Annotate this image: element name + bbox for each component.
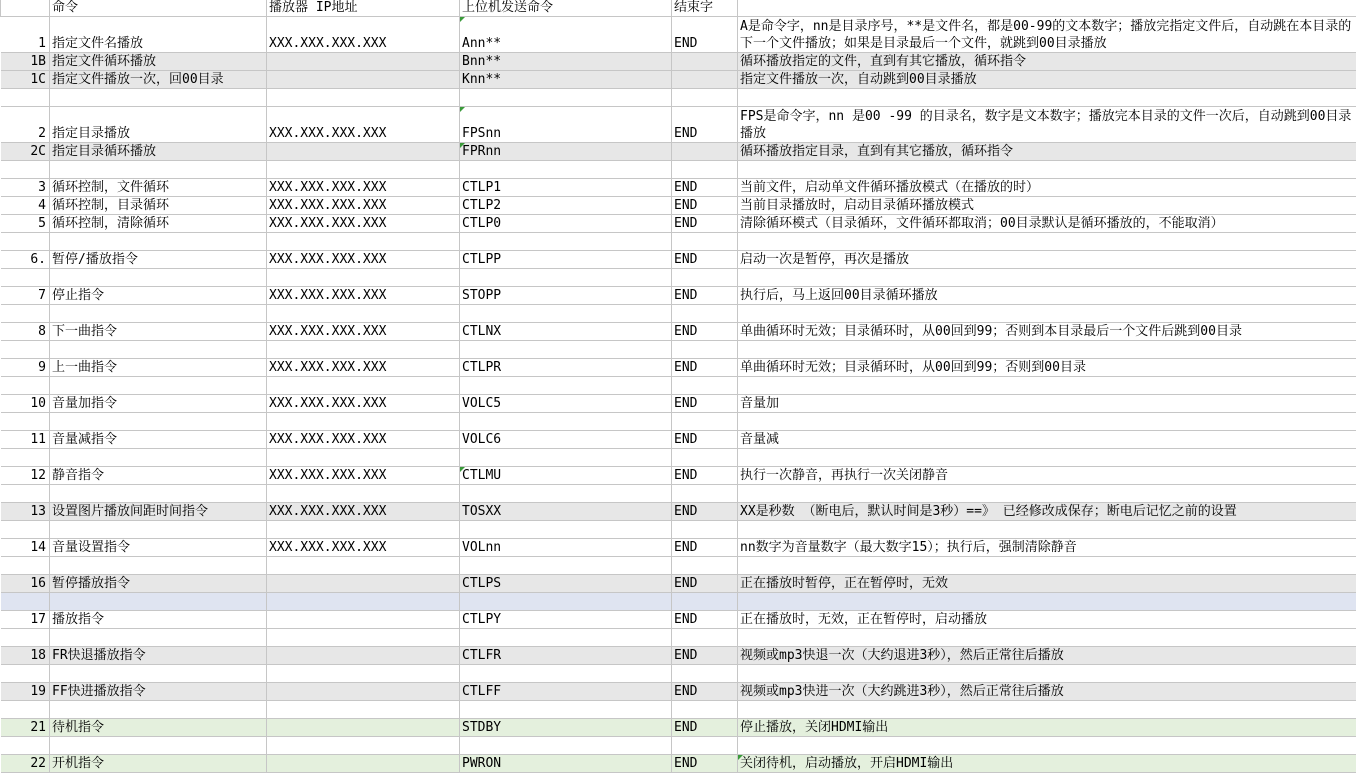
cell-index[interactable]: 2C [1, 143, 50, 161]
spacer-row [1, 557, 1356, 575]
cell-send-command[interactable]: CTLPY [460, 611, 672, 629]
cell-ip[interactable]: XXX.XXX.XXX.XXX [267, 17, 460, 53]
cell-ip[interactable] [267, 341, 460, 359]
cell-send-command[interactable]: PWRON [460, 755, 672, 773]
cell-index[interactable]: 9 [1, 359, 50, 377]
cell-index[interactable]: 6. [1, 251, 50, 269]
cell-end-word[interactable]: END [672, 107, 738, 143]
cell-description[interactable]: 当前目录播放时，启动目录循环播放模式 [738, 197, 1356, 215]
cell-index[interactable] [1, 305, 50, 323]
cell-description[interactable] [738, 521, 1356, 539]
cell-ip[interactable]: XXX.XXX.XXX.XXX [267, 395, 460, 413]
cell-end-word[interactable] [672, 521, 738, 539]
cell-index[interactable]: 3 [1, 179, 50, 197]
cell-ip[interactable]: XXX.XXX.XXX.XXX [267, 215, 460, 233]
cell-description[interactable]: 启动一次是暂停，再次是播放 [738, 251, 1356, 269]
cell-description[interactable]: 停止播放，关闭HDMI输出 [738, 719, 1356, 737]
cell-index[interactable]: 19 [1, 683, 50, 701]
spacer-row [1, 629, 1356, 647]
cell-command[interactable]: 上一曲指令 [50, 359, 267, 377]
cell-send-command[interactable]: CTLP0 [460, 215, 672, 233]
cell-command[interactable] [50, 629, 267, 647]
cell-send-command[interactable]: CTLNX [460, 323, 672, 341]
cell-end-word[interactable] [672, 161, 738, 179]
table-row [1, 71, 1356, 89]
cell-send-command[interactable] [460, 737, 672, 755]
cell-description[interactable] [738, 89, 1356, 107]
spacer-row [1, 485, 1356, 503]
cell-ip[interactable] [267, 71, 460, 89]
cell-index[interactable] [1, 557, 50, 575]
table-row [1, 179, 1356, 197]
cell-description[interactable]: XX是秒数 （断电后，默认时间是3秒）==》 已经修改成保存；断电后记忆之前的设置 [738, 503, 1356, 521]
cell-command[interactable] [50, 269, 267, 287]
table-row [1, 215, 1356, 233]
table-row [1, 53, 1356, 71]
table-row [1, 197, 1356, 215]
cell-end-word[interactable]: END [672, 251, 738, 269]
cell-index[interactable] [1, 269, 50, 287]
cell-end-word[interactable]: END [672, 611, 738, 629]
header-cell-end-word[interactable]: 结束字 [672, 0, 738, 17]
cell-ip[interactable] [267, 53, 460, 71]
table-row [1, 251, 1356, 269]
cell-send-command[interactable]: CTLPS [460, 575, 672, 593]
cell-send-command[interactable] [460, 593, 672, 611]
cell-index[interactable]: 2 [1, 107, 50, 143]
spacer-row [1, 377, 1356, 395]
cell-description[interactable]: 音量加 [738, 395, 1356, 413]
cell-description[interactable]: 循环播放指定目录，直到有其它播放，循环指令 [738, 143, 1356, 161]
cell-command[interactable]: 音量加指令 [50, 395, 267, 413]
cell-index[interactable]: 7 [1, 287, 50, 305]
cell-ip[interactable]: XXX.XXX.XXX.XXX [267, 359, 460, 377]
cell-index[interactable]: 10 [1, 395, 50, 413]
cell-send-command[interactable]: CTLFF [460, 683, 672, 701]
cell-end-word[interactable] [672, 233, 738, 251]
cell-send-command[interactable]: FPRnn [460, 143, 672, 161]
cell-ip[interactable] [267, 665, 460, 683]
header-cell-index[interactable] [1, 0, 50, 17]
cell-send-command[interactable]: Bnn** [460, 53, 672, 71]
cell-command[interactable] [50, 701, 267, 719]
cell-description[interactable] [738, 737, 1356, 755]
cell-end-word[interactable]: END [672, 17, 738, 53]
cell-description[interactable] [738, 161, 1356, 179]
cell-ip[interactable] [267, 161, 460, 179]
cell-end-word[interactable] [672, 71, 738, 89]
cell-ip[interactable] [267, 89, 460, 107]
cell-ip[interactable] [267, 611, 460, 629]
cell-end-word[interactable]: END [672, 197, 738, 215]
cell-description[interactable]: 视频或mp3快退一次（大约退进3秒），然后正常往后播放 [738, 647, 1356, 665]
cell-send-command[interactable] [460, 485, 672, 503]
cell-index[interactable] [1, 629, 50, 647]
cell-end-word[interactable] [672, 89, 738, 107]
spacer-row [1, 305, 1356, 323]
cell-command[interactable] [50, 485, 267, 503]
spacer-row [1, 737, 1356, 755]
cell-command[interactable]: 静音指令 [50, 467, 267, 485]
cell-index[interactable] [1, 233, 50, 251]
cell-index[interactable] [1, 737, 50, 755]
cell-description[interactable]: 正在播放时暂停，正在暂停时，无效 [738, 575, 1356, 593]
cell-send-command[interactable]: CTLPR [460, 359, 672, 377]
cell-send-command[interactable] [460, 413, 672, 431]
cell-end-word[interactable]: END [672, 395, 738, 413]
cell-command[interactable]: FR快退播放指令 [50, 647, 267, 665]
cell-index[interactable]: 16 [1, 575, 50, 593]
cell-end-word[interactable]: END [672, 323, 738, 341]
cell-description[interactable]: 单曲循环时无效；目录循环时，从00回到99；否则到本目录最后一个文件后跳到00目录 [738, 323, 1356, 341]
spacer-row [1, 233, 1356, 251]
spacer-row [1, 593, 1356, 611]
cell-ip[interactable]: XXX.XXX.XXX.XXX [267, 431, 460, 449]
cell-end-word[interactable]: END [672, 503, 738, 521]
cell-ip[interactable] [267, 269, 460, 287]
cell-command[interactable] [50, 377, 267, 395]
cell-command[interactable]: 指定目录循环播放 [50, 143, 267, 161]
cell-index[interactable] [1, 341, 50, 359]
table-row [1, 431, 1356, 449]
cell-ip[interactable] [267, 143, 460, 161]
cell-index[interactable] [1, 89, 50, 107]
spacer-row [1, 161, 1356, 179]
header-cell-send-command[interactable]: 上位机发送命令 [460, 0, 672, 17]
cell-end-word[interactable] [672, 737, 738, 755]
cell-command[interactable] [50, 305, 267, 323]
spacer-row [1, 449, 1356, 467]
cell-end-word[interactable]: END [672, 179, 738, 197]
header-cell-description[interactable] [738, 0, 1356, 17]
cell-index[interactable]: 4 [1, 197, 50, 215]
spacer-row [1, 665, 1356, 683]
cell-ip[interactable]: XXX.XXX.XXX.XXX [267, 503, 460, 521]
cell-command[interactable]: 开机指令 [50, 755, 267, 773]
cell-command[interactable] [50, 557, 267, 575]
cell-index[interactable] [1, 449, 50, 467]
cell-description[interactable]: FPS是命令字，nn 是00 -99 的目录名，数字是文本数字；播放完本目录的文件一次后，自动跳到00目录播放 [738, 107, 1356, 143]
cell-ip[interactable] [267, 593, 460, 611]
cell-send-command[interactable]: CTLMU [460, 467, 672, 485]
cell-end-word[interactable] [672, 449, 738, 467]
cell-index[interactable]: 12 [1, 467, 50, 485]
cell-send-command[interactable]: Ann** [460, 17, 672, 53]
cell-index[interactable]: 17 [1, 611, 50, 629]
cell-end-word[interactable] [672, 485, 738, 503]
cell-description[interactable] [738, 305, 1356, 323]
cell-description[interactable] [738, 377, 1356, 395]
cell-end-word[interactable]: END [672, 755, 738, 773]
cell-description[interactable]: 单曲循环时无效；目录循环时，从00回到99；否则到00目录 [738, 359, 1356, 377]
spacer-row [1, 521, 1356, 539]
cell-description[interactable]: 音量减 [738, 431, 1356, 449]
cell-description[interactable]: 正在播放时，无效，正在暂停时，启动播放 [738, 611, 1356, 629]
table-row [1, 503, 1356, 521]
cell-ip[interactable] [267, 521, 460, 539]
cell-send-command[interactable] [460, 269, 672, 287]
cell-command[interactable]: 下一曲指令 [50, 323, 267, 341]
cell-description[interactable]: 关闭待机，启动播放，开启HDMI输出 [738, 755, 1356, 773]
cell-index[interactable]: 13 [1, 503, 50, 521]
cell-command[interactable] [50, 521, 267, 539]
cell-end-word[interactable]: END [672, 647, 738, 665]
table-row [1, 539, 1356, 557]
cell-send-command[interactable] [460, 665, 672, 683]
cell-index[interactable] [1, 413, 50, 431]
cell-end-word[interactable]: END [672, 215, 738, 233]
table-row [1, 107, 1356, 143]
cell-command[interactable]: 循环控制，目录循环 [50, 197, 267, 215]
table-row [1, 467, 1356, 485]
cell-command[interactable] [50, 89, 267, 107]
spacer-row [1, 269, 1356, 287]
cell-command[interactable]: 指定文件循环播放 [50, 53, 267, 71]
cell-description[interactable]: 执行一次静音，再执行一次关闭静音 [738, 467, 1356, 485]
cell-end-word[interactable] [672, 143, 738, 161]
cell-send-command[interactable] [460, 377, 672, 395]
cell-description[interactable]: nn数字为音量数字（最大数字15）；执行后，强制清除静音 [738, 539, 1356, 557]
table-row [1, 287, 1356, 305]
table-row [1, 359, 1356, 377]
cell-command[interactable] [50, 413, 267, 431]
cell-index[interactable] [1, 521, 50, 539]
cell-ip[interactable] [267, 647, 460, 665]
cell-ip[interactable] [267, 377, 460, 395]
cell-ip[interactable] [267, 683, 460, 701]
spacer-row [1, 89, 1356, 107]
cell-command[interactable]: 指定文件播放一次，回00目录 [50, 71, 267, 89]
cell-command[interactable]: 暂停播放指令 [50, 575, 267, 593]
cell-end-word[interactable] [672, 665, 738, 683]
cell-command[interactable] [50, 161, 267, 179]
cell-end-word[interactable]: END [672, 431, 738, 449]
table-row [1, 611, 1356, 629]
cell-description[interactable] [738, 593, 1356, 611]
cell-send-command[interactable]: Knn** [460, 71, 672, 89]
cell-send-command[interactable] [460, 701, 672, 719]
cell-ip[interactable] [267, 449, 460, 467]
cell-send-command[interactable]: CTLP2 [460, 197, 672, 215]
cell-end-word[interactable]: END [672, 287, 738, 305]
cell-command[interactable]: 指定目录播放 [50, 107, 267, 143]
cell-ip[interactable]: XXX.XXX.XXX.XXX [267, 107, 460, 143]
cell-send-command[interactable] [460, 161, 672, 179]
cell-command[interactable]: 循环控制，清除循环 [50, 215, 267, 233]
cell-command[interactable]: 循环控制，文件循环 [50, 179, 267, 197]
cell-send-command[interactable]: STOPP [460, 287, 672, 305]
cell-index[interactable]: 11 [1, 431, 50, 449]
cell-command[interactable] [50, 737, 267, 755]
cell-ip[interactable] [267, 629, 460, 647]
cell-ip[interactable] [267, 485, 460, 503]
cell-send-command[interactable] [460, 557, 672, 575]
cell-command[interactable]: 指定文件名播放 [50, 17, 267, 53]
cell-ip[interactable]: XXX.XXX.XXX.XXX [267, 467, 460, 485]
table-row [1, 143, 1356, 161]
cell-index[interactable]: 14 [1, 539, 50, 557]
cell-description[interactable] [738, 485, 1356, 503]
header-cell-ip[interactable]: 播放器 IP地址 [267, 0, 460, 17]
cell-send-command[interactable]: VOLC6 [460, 431, 672, 449]
cell-ip[interactable] [267, 233, 460, 251]
spacer-row [1, 413, 1356, 431]
cell-index[interactable] [1, 701, 50, 719]
cell-description[interactable] [738, 269, 1356, 287]
cell-end-word[interactable] [672, 341, 738, 359]
cell-send-command[interactable]: TOSXX [460, 503, 672, 521]
cell-send-command[interactable] [460, 233, 672, 251]
table-row [1, 17, 1356, 53]
cell-send-command[interactable]: VOLnn [460, 539, 672, 557]
table-row [1, 755, 1356, 773]
cell-description[interactable]: 视频或mp3快进一次（大约跳进3秒），然后正常往后播放 [738, 683, 1356, 701]
cell-ip[interactable] [267, 755, 460, 773]
cell-send-command[interactable] [460, 341, 672, 359]
cell-end-word[interactable] [672, 629, 738, 647]
table-row [1, 683, 1356, 701]
cell-command[interactable]: 音量减指令 [50, 431, 267, 449]
cell-ip[interactable]: XXX.XXX.XXX.XXX [267, 323, 460, 341]
cell-description[interactable]: 指定文件播放一次，自动跳到00目录播放 [738, 71, 1356, 89]
cell-end-word[interactable] [672, 269, 738, 287]
cell-send-command[interactable] [460, 521, 672, 539]
cell-command[interactable] [50, 449, 267, 467]
cell-ip[interactable] [267, 737, 460, 755]
cell-description[interactable] [738, 701, 1356, 719]
cell-send-command[interactable] [460, 89, 672, 107]
cell-end-word[interactable]: END [672, 359, 738, 377]
table-row [1, 719, 1356, 737]
cell-command[interactable]: 播放指令 [50, 611, 267, 629]
sheet-body [1, 0, 1356, 773]
cell-ip[interactable] [267, 413, 460, 431]
cell-description[interactable]: 清除循环模式（目录循环，文件循环都取消；00目录默认是循环播放的，不能取消） [738, 215, 1356, 233]
cell-send-command[interactable] [460, 305, 672, 323]
spacer-row [1, 341, 1356, 359]
cell-command[interactable]: FF快进播放指令 [50, 683, 267, 701]
cell-command[interactable]: 设置图片播放间距时间指令 [50, 503, 267, 521]
cell-description[interactable] [738, 341, 1356, 359]
cell-index[interactable]: 22 [1, 755, 50, 773]
cell-end-word[interactable]: END [672, 683, 738, 701]
spacer-row [1, 701, 1356, 719]
cell-ip[interactable] [267, 557, 460, 575]
cell-index[interactable] [1, 485, 50, 503]
cell-send-command[interactable]: CTLP1 [460, 179, 672, 197]
cell-command[interactable]: 待机指令 [50, 719, 267, 737]
cell-send-command[interactable] [460, 629, 672, 647]
cell-command[interactable] [50, 341, 267, 359]
cell-ip[interactable] [267, 719, 460, 737]
header-cell-command[interactable]: 命令 [50, 0, 267, 17]
cell-send-command[interactable] [460, 449, 672, 467]
cell-send-command[interactable]: VOLC5 [460, 395, 672, 413]
cell-ip[interactable] [267, 575, 460, 593]
cell-end-word[interactable]: END [672, 467, 738, 485]
cell-ip[interactable]: XXX.XXX.XXX.XXX [267, 197, 460, 215]
cell-end-word[interactable] [672, 701, 738, 719]
cell-end-word[interactable] [672, 593, 738, 611]
cell-command[interactable] [50, 665, 267, 683]
cell-description[interactable] [738, 449, 1356, 467]
cell-description[interactable]: 当前文件，启动单文件循环播放模式（在播放的时） [738, 179, 1356, 197]
cell-end-word[interactable]: END [672, 719, 738, 737]
cell-command[interactable] [50, 233, 267, 251]
cell-command[interactable]: 停止指令 [50, 287, 267, 305]
cell-ip[interactable]: XXX.XXX.XXX.XXX [267, 251, 460, 269]
cell-index[interactable] [1, 161, 50, 179]
cell-index[interactable]: 8 [1, 323, 50, 341]
table-row [1, 395, 1356, 413]
cell-index[interactable]: 5 [1, 215, 50, 233]
cell-description[interactable] [738, 557, 1356, 575]
table-row [1, 647, 1356, 665]
cell-description[interactable]: 执行后，马上返回00目录循环播放 [738, 287, 1356, 305]
cell-description[interactable]: A是命令字，nn是目录序号，**是文件名，都是00-99的文本数字；播放完指定文件后，自动跳在本目录的下一个文件播放；如果是目录最后一个文件，就跳到00目录播放 [738, 17, 1356, 53]
cell-description[interactable] [738, 629, 1356, 647]
cell-description[interactable] [738, 413, 1356, 431]
cell-send-command[interactable]: FPSnn [460, 107, 672, 143]
cell-index[interactable] [1, 665, 50, 683]
cell-description[interactable] [738, 233, 1356, 251]
cell-description[interactable] [738, 665, 1356, 683]
cell-index[interactable]: 18 [1, 647, 50, 665]
table-row [1, 575, 1356, 593]
cell-index[interactable] [1, 593, 50, 611]
cell-ip[interactable] [267, 701, 460, 719]
cell-command[interactable]: 音量设置指令 [50, 539, 267, 557]
header-row [1, 0, 1356, 17]
cell-command[interactable]: 暂停/播放指令 [50, 251, 267, 269]
cell-send-command[interactable]: STDBY [460, 719, 672, 737]
cell-ip[interactable]: XXX.XXX.XXX.XXX [267, 287, 460, 305]
cell-command[interactable] [50, 593, 267, 611]
cell-index[interactable]: 21 [1, 719, 50, 737]
cell-end-word[interactable] [672, 557, 738, 575]
cell-end-word[interactable] [672, 377, 738, 395]
cell-end-word[interactable]: END [672, 539, 738, 557]
cell-index[interactable]: 1C [1, 71, 50, 89]
table-row [1, 323, 1356, 341]
cell-ip[interactable] [267, 305, 460, 323]
cell-index[interactable] [1, 377, 50, 395]
cell-index[interactable]: 1 [1, 17, 50, 53]
cell-send-command[interactable]: CTLFR [460, 647, 672, 665]
cell-end-word[interactable] [672, 413, 738, 431]
cell-description[interactable]: 循环播放指定的文件，直到有其它播放，循环指令 [738, 53, 1356, 71]
cell-end-word[interactable] [672, 53, 738, 71]
cell-send-command[interactable]: CTLPP [460, 251, 672, 269]
cell-index[interactable]: 1B [1, 53, 50, 71]
cell-end-word[interactable] [672, 305, 738, 323]
cell-end-word[interactable]: END [672, 575, 738, 593]
cell-ip[interactable]: XXX.XXX.XXX.XXX [267, 539, 460, 557]
cell-ip[interactable]: XXX.XXX.XXX.XXX [267, 179, 460, 197]
